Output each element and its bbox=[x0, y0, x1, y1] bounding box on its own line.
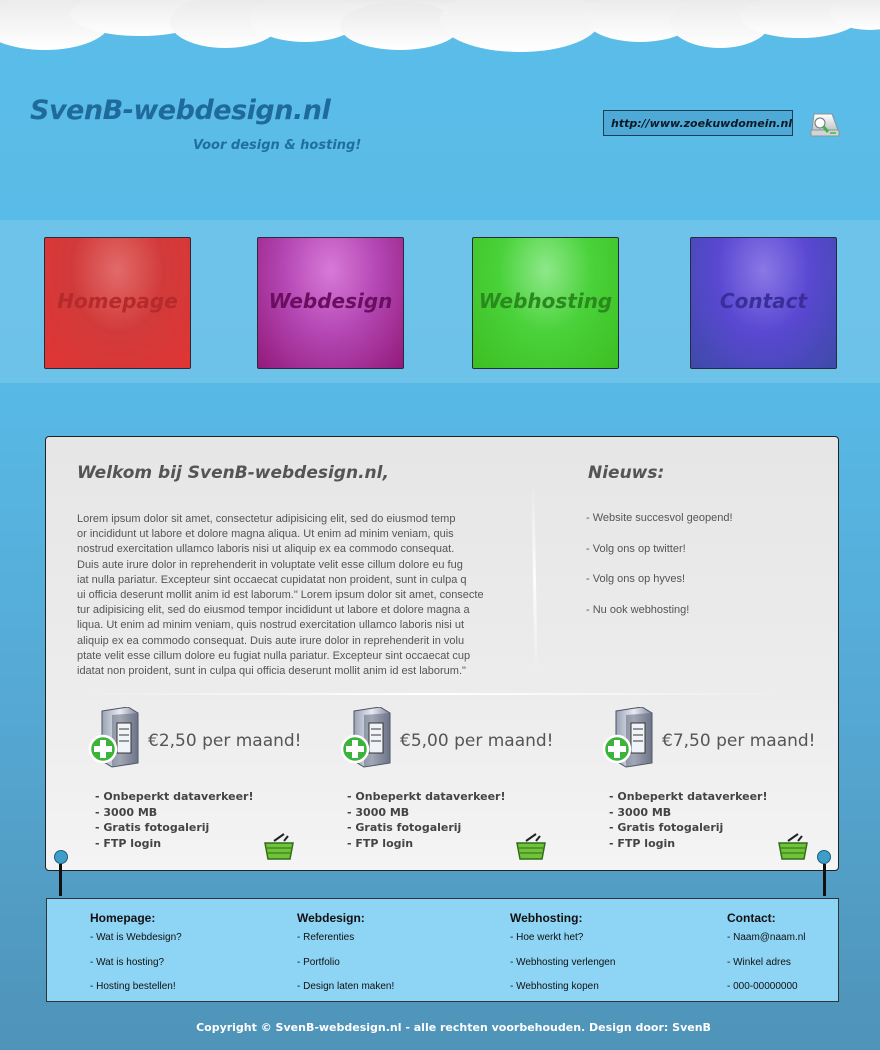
plan-feature: - FTP login bbox=[95, 836, 162, 850]
news-title: Nieuws: bbox=[588, 463, 665, 483]
plan-features bbox=[609, 789, 768, 851]
hanger-rod-left bbox=[59, 864, 62, 896]
basket-icon[interactable] bbox=[264, 833, 294, 861]
footer-link[interactable]: - Webhosting kopen bbox=[510, 981, 599, 992]
welcome-line: Lorem ipsum dolor sit amet, consectetur adipisicing elit, sed do eiusmod temp bbox=[77, 513, 456, 525]
hanger-pin-right bbox=[817, 850, 831, 864]
nav-tile-label: Webdesign bbox=[268, 289, 393, 313]
nav-tile-contact[interactable] bbox=[690, 237, 837, 369]
news-item[interactable]: - Volg ons op twitter! bbox=[586, 542, 686, 555]
footer-link[interactable]: - Hoe werkt het? bbox=[510, 932, 584, 943]
news-item[interactable]: - Website succesvol geopend! bbox=[586, 512, 733, 524]
copyright-text: Copyright © SvenB-webdesign.nl - alle rechten voorbehouden. Design door: SvenB bbox=[196, 1021, 711, 1034]
welcome-line: aliquip ex ea commodo consequat. Duis aute irure dolor in reprehenderit in volu bbox=[77, 634, 465, 647]
plan-features bbox=[347, 789, 506, 851]
hosting-plan bbox=[602, 707, 842, 857]
nav-tile-label: Contact bbox=[719, 289, 808, 313]
drive-search-icon[interactable] bbox=[808, 108, 842, 140]
plan-feature: - FTP login bbox=[347, 836, 414, 850]
plan-feature: - Onbeperkt dataverkeer! bbox=[95, 790, 254, 803]
footer-link[interactable]: - Wat is hosting? bbox=[90, 956, 165, 968]
welcome-line: Duis aute irure dolor in reprehenderit in voluptate velit esse cillum dolore eu fug bbox=[77, 558, 463, 571]
welcome-line: liqua. Ut enim ad minim veniam, quis nostrud exercitation ullamco laboris nisi ut bbox=[77, 619, 465, 632]
footer-heading: Webdesign: bbox=[297, 911, 365, 925]
basket-icon[interactable] bbox=[516, 833, 546, 861]
plan-price: €2,50 per maand! bbox=[148, 731, 302, 751]
nav-tile-webhosting[interactable] bbox=[472, 237, 619, 369]
hanger-rod-right bbox=[823, 864, 826, 896]
welcome-title: Welkom bij SvenB-webdesign.nl, bbox=[77, 463, 389, 483]
plan-feature: - Onbeperkt dataverkeer! bbox=[347, 790, 506, 803]
news-item[interactable]: - Nu ook webhosting! bbox=[586, 603, 690, 616]
news-list bbox=[586, 512, 733, 634]
plan-feature: - 3000 MB bbox=[95, 805, 158, 819]
basket-icon[interactable] bbox=[778, 833, 808, 861]
nav-tile-homepage[interactable] bbox=[44, 237, 191, 369]
hosting-plan bbox=[340, 707, 580, 857]
welcome-line: idatat non proident, sunt in culpa qui officia deserunt mollit anim id est laborum." bbox=[77, 665, 466, 678]
nav-tile-webdesign[interactable] bbox=[257, 237, 404, 369]
footer-list bbox=[297, 932, 394, 1006]
footer-heading: Contact: bbox=[727, 911, 776, 925]
footer-link[interactable]: - Hosting bestellen! bbox=[90, 981, 176, 992]
plan-features bbox=[95, 789, 254, 851]
footer-list bbox=[510, 932, 615, 1006]
footer-link[interactable]: - Design laten maken! bbox=[297, 981, 395, 992]
footer-link[interactable]: - Wat is Webdesign? bbox=[90, 932, 182, 943]
hosting-plan bbox=[88, 707, 328, 857]
plan-feature: - Gratis fotogalerij bbox=[347, 821, 462, 834]
nav-tile-label: Homepage bbox=[57, 289, 178, 313]
welcome-line: or incididunt ut labore et dolore magna aliqua. Ut enim ad minim veniam, quis bbox=[77, 528, 454, 541]
footer-list bbox=[727, 932, 806, 1006]
footer-heading: Webhosting: bbox=[510, 911, 583, 925]
nav-tile-label: Webhosting bbox=[478, 289, 613, 313]
footer-link[interactable]: - Webhosting verlengen bbox=[510, 956, 616, 968]
footer-link[interactable]: - Naam@naam.nl bbox=[727, 932, 806, 943]
plan-feature: - 3000 MB bbox=[347, 805, 410, 819]
news-item[interactable]: - Volg ons op hyves! bbox=[586, 573, 686, 585]
welcome-text bbox=[77, 512, 517, 679]
footer-links bbox=[46, 898, 839, 1002]
server-add-icon bbox=[340, 707, 398, 769]
plan-feature: - Gratis fotogalerij bbox=[609, 821, 724, 834]
plan-price: €5,00 per maand! bbox=[400, 731, 554, 751]
plan-feature: - Onbeperkt dataverkeer! bbox=[609, 790, 768, 803]
footer-link[interactable]: - Winkel adres bbox=[727, 956, 791, 968]
footer-link[interactable]: - Referenties bbox=[297, 932, 355, 943]
tagline: Voor design & hosting! bbox=[193, 138, 362, 153]
welcome-line: nostrud exercitation ullamco laboris nisi ut aliquip ex ea commodo consequat. bbox=[77, 543, 455, 556]
plan-feature: - Gratis fotogalerij bbox=[95, 821, 210, 834]
server-add-icon bbox=[602, 707, 660, 769]
site-title[interactable]: SvenB-webdesign.nl bbox=[30, 95, 331, 126]
welcome-line: tur adipisicing elit, sed do eiusmod tempor incididunt ut labore et dolore magna a bbox=[77, 604, 470, 617]
domain-search-input[interactable] bbox=[603, 110, 793, 136]
welcome-line: iat nulla pariatur. Excepteur sint occaecat cupidatat non proident, sunt in culpa q bbox=[77, 573, 467, 586]
section-divider bbox=[76, 693, 788, 695]
welcome-line: ui officia deserunt mollit anim id est laborum." Lorem ipsum dolor sit amet, consecte bbox=[77, 589, 484, 602]
footer-list bbox=[90, 932, 182, 1006]
content-panel bbox=[45, 436, 839, 871]
server-add-icon bbox=[88, 707, 146, 769]
welcome-line: ptate velit esse cillum dolore eu fugiat nulla pariatur. Excepteur sint occaecat cup bbox=[77, 649, 471, 662]
plan-price: €7,50 per maand! bbox=[662, 731, 816, 751]
cloud-banner bbox=[0, 0, 880, 80]
plan-feature: - FTP login bbox=[609, 836, 676, 850]
footer-link[interactable]: - Portfolio bbox=[297, 956, 340, 968]
plan-feature: - 3000 MB bbox=[609, 805, 672, 819]
footer-heading: Homepage: bbox=[90, 911, 156, 925]
column-divider bbox=[531, 482, 537, 677]
footer-link[interactable]: - 000-00000000 bbox=[727, 981, 798, 992]
hanger-pin-left bbox=[54, 850, 68, 864]
